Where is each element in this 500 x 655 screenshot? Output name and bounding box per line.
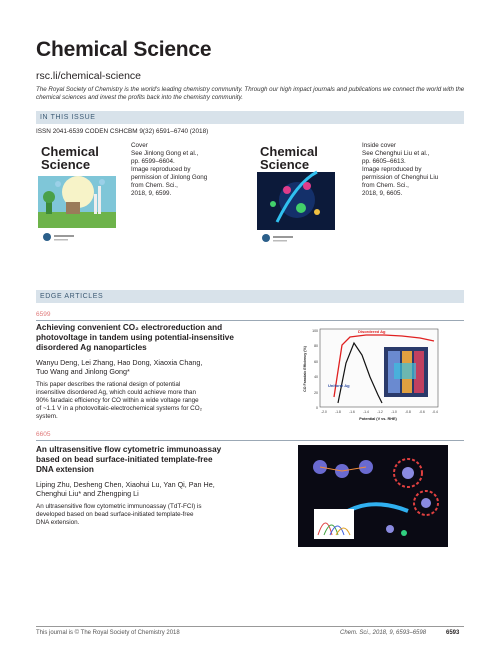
journal-blurb: The Royal Society of Chemistry is the world's leading chemistry community. Through our high impact journals and publications we connect the world with the chemical sciences and invest the profits back into the chemistry community. <box>36 86 465 101</box>
inside-cover-caption-line: Image reproduced by <box>362 166 422 173</box>
cover-caption-line: permission of Jinlong Gong <box>131 174 208 181</box>
graphical-abstract-flow-cytometry[interactable] <box>298 445 448 547</box>
inside-cover-caption <box>362 142 452 198</box>
y-tick: 60 <box>314 360 318 364</box>
footer-citation: Chem. Sci., 2018, 9, 6593–6598 <box>340 630 427 636</box>
x-axis-label: Potential (V vs. RHE) <box>359 417 397 421</box>
article-authors-line: Wanyu Deng, Lei Zhang, Hao Dong, Xiaoxia Chang, <box>36 358 203 367</box>
inside-cover-label: Inside cover <box>362 142 396 149</box>
article-title-line: photovoltage in tandem using potential-insensitive <box>36 333 234 342</box>
cover-journal-title: Chemical Science <box>41 144 99 172</box>
article-title-line: An ultrasensitive flow cytometric immunoassay <box>36 445 222 454</box>
x-tick: -2.0 <box>321 410 327 414</box>
cover-caption-line: See Jinlong Gong et al., <box>131 150 199 157</box>
article-title[interactable] <box>36 323 276 353</box>
y-tick: 80 <box>314 344 318 348</box>
article-title-line: DNA extension <box>36 465 94 474</box>
article-abstract-line: developed based on bead surface-initiated template-free <box>36 511 194 518</box>
series-label-disordered: Disordered Ag <box>358 329 386 334</box>
inside-cover-caption-line: permission of Chenghui Liu <box>362 174 439 181</box>
inside-cover-caption-line: 2018, 9, 6605. <box>362 190 403 197</box>
y-tick: 100 <box>312 329 318 333</box>
article-authors <box>36 480 276 498</box>
x-tick: -1.4 <box>363 410 369 414</box>
article-authors <box>36 358 276 376</box>
article-abstract-line: This paper describes the rational design of potential <box>36 381 181 388</box>
x-tick: -1.8 <box>335 410 341 414</box>
x-tick: -0.8 <box>405 410 411 414</box>
footer-page-number: 6593 <box>446 630 460 636</box>
issn-line: ISSN 2041-6539 CODEN CSHCBM 9(32) 6591–6740 (2018) <box>36 128 209 135</box>
article-abstract-line: DNA extension. <box>36 519 80 526</box>
inside-cover-caption-line: pp. 6605–6613. <box>362 158 406 165</box>
y-tick: 20 <box>314 391 318 395</box>
journal-title: Chemical Science <box>36 38 212 61</box>
article-authors-line: Tuo Wang and Jinlong Gong* <box>36 367 130 376</box>
article-abstract <box>36 503 276 527</box>
section-bar-in-this-issue: IN THIS ISSUE <box>36 111 464 124</box>
inside-cover-caption-line: See Chenghui Liu et al., <box>362 150 430 157</box>
article-abstract <box>36 381 276 421</box>
x-tick: -1.2 <box>377 410 383 414</box>
cover-caption <box>131 142 221 198</box>
y-tick: 0 <box>316 406 318 410</box>
x-tick: -0.4 <box>432 410 438 414</box>
cover-caption-line: pp. 6599–6604. <box>131 158 175 165</box>
article-abstract-line: 90% faradaic efficiency for CO within a wide voltage range <box>36 397 199 404</box>
article-title[interactable] <box>36 445 276 475</box>
section-bar-edge-articles: EDGE ARTICLES <box>36 290 464 303</box>
footer-copyright: This journal is © The Royal Society of Chemistry 2018 <box>36 630 180 636</box>
article-page-number[interactable]: 6605 <box>36 431 51 438</box>
cover-caption-line: from Chem. Sci., <box>131 182 178 189</box>
x-tick: -0.6 <box>419 410 425 414</box>
article-abstract-line: insensitive disordered Ag, which could achieve more than <box>36 389 196 396</box>
article-abstract-line: An ultrasensitive flow cytometric immunoassay (TdT-FCI) is <box>36 503 202 510</box>
article-divider <box>36 440 464 441</box>
article-divider <box>36 320 464 321</box>
y-tick: 40 <box>314 375 318 379</box>
article-abstract-line: system. <box>36 413 58 420</box>
graphical-abstract-electroreduction[interactable] <box>298 323 448 425</box>
x-tick: -1.6 <box>349 410 355 414</box>
article-title-line: based on bead surface-initiated template-free <box>36 455 213 464</box>
cover-caption-line: Image reproduced by <box>131 166 191 173</box>
series-label-uniform: Uniform Ag <box>328 383 350 388</box>
y-axis-label: CO Faradaic Efficiency (%) <box>303 346 307 392</box>
article-page-number[interactable]: 6599 <box>36 311 51 318</box>
inside-cover-journal-title: Chemical Science <box>260 144 318 172</box>
x-tick: -1.0 <box>391 410 397 414</box>
cover-label: Cover <box>131 142 148 149</box>
article-title-line: Achieving convenient CO₂ electroreduction and <box>36 323 223 332</box>
inside-cover-caption-line: from Chem. Sci., <box>362 182 409 189</box>
article-title-line: disordered Ag nanoparticles <box>36 343 147 352</box>
inside-cover-image[interactable] <box>257 142 335 246</box>
cover-image[interactable] <box>38 142 116 246</box>
journal-url[interactable]: rsc.li/chemical-science <box>36 70 142 82</box>
footer-rule <box>36 626 464 627</box>
cover-caption-line: 2018, 9, 6599. <box>131 190 172 197</box>
article-authors-line: Chenghui Liu* and Zhengping Li <box>36 489 139 498</box>
article-abstract-line: of ~1.1 V in a photovoltaic-electrochemical systems for CO₂ <box>36 405 203 412</box>
article-authors-line: Liping Zhu, Desheng Chen, Xiaohui Lu, Yan Qi, Pan He, <box>36 480 215 489</box>
